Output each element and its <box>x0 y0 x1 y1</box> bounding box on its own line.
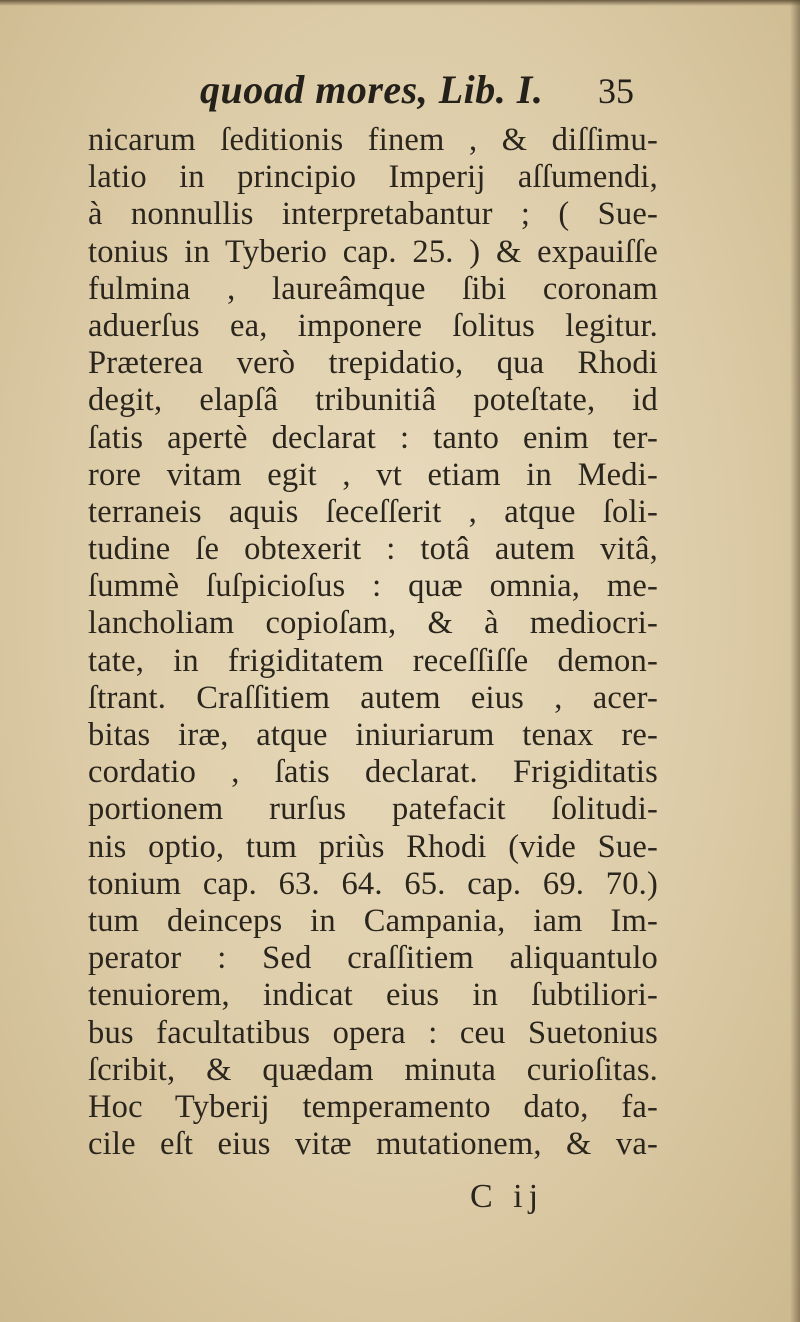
running-head: quoad mores, Lib. I. <box>200 67 544 112</box>
text-line: Præterea verò trepidatio, qua Rhodi <box>88 345 658 382</box>
text-line: ſatis apertè declarat : tanto enim ter- <box>88 419 658 456</box>
text-line: tudine ſe obtexerit : totâ autem vitâ, <box>88 531 658 568</box>
text-line: Hoc Tyberij temperamento dato, fa- <box>88 1088 658 1125</box>
text-line: tonium cap. 63. 64. 65. cap. 69. 70.) <box>88 865 658 902</box>
text-line: fulmina , laureâmque ſibi coronam <box>88 270 658 307</box>
text-line: degit, elapſâ tribunitiâ poteſtate, id <box>88 382 658 419</box>
text-line: latio in principio Imperij aſſumendi, <box>88 159 658 196</box>
text-line: nicarum ſeditionis finem , & diſſimu- <box>88 122 658 158</box>
text-line: nis optio, tum priùs Rhodi (vide Sue- <box>88 828 658 865</box>
text-line: perator : Sed craſſitiem aliquantulo <box>88 940 658 977</box>
text-line: lancholiam copioſam, & à mediocri- <box>88 605 658 642</box>
page-footer <box>470 1178 590 1228</box>
text-line: ſummè ſuſpicioſus : quæ omnia, me- <box>88 568 658 605</box>
text-line: tonius in Tyberio cap. 25. ) & expauiſſe <box>88 233 658 270</box>
text-line: rore vitam egit , vt etiam in Medi- <box>88 456 658 493</box>
body-text <box>88 122 658 1163</box>
text-line: ſcribit, & quædam minuta curioſitas. <box>88 1051 658 1088</box>
text-line: bitas iræ, atque iniuriarum tenax re- <box>88 717 658 753</box>
text-line: bus facultatibus opera : ceu Suetonius <box>88 1014 658 1051</box>
text-line: aduerſus ea, imponere ſolitus legitur. <box>88 307 658 344</box>
page-header <box>0 66 800 126</box>
text-line: tum deinceps in Campania, iam Im- <box>88 902 658 939</box>
text-line: cordatio , ſatis declarat. Frigiditatis <box>88 754 658 791</box>
text-line: terraneis aquis ſeceſſerit , atque ſoli- <box>88 493 658 530</box>
text-line: tate, in frigiditatem receſſiſſe demon- <box>88 642 658 679</box>
page-number: 35 <box>598 71 634 111</box>
text-line: tenuiorem, indicat eius in ſubtiliori- <box>88 977 658 1014</box>
text-line: cile eſt eius vitæ mutationem, & va- <box>88 1126 658 1163</box>
signature-mark: C ij <box>470 1178 545 1215</box>
text-line: à nonnullis interpretabantur ; ( Sue- <box>88 196 658 233</box>
text-line: portionem rurſus patefacit ſolitudi- <box>88 791 658 828</box>
text-line: ſtrant. Craſſitiem autem eius , acer- <box>88 679 658 716</box>
